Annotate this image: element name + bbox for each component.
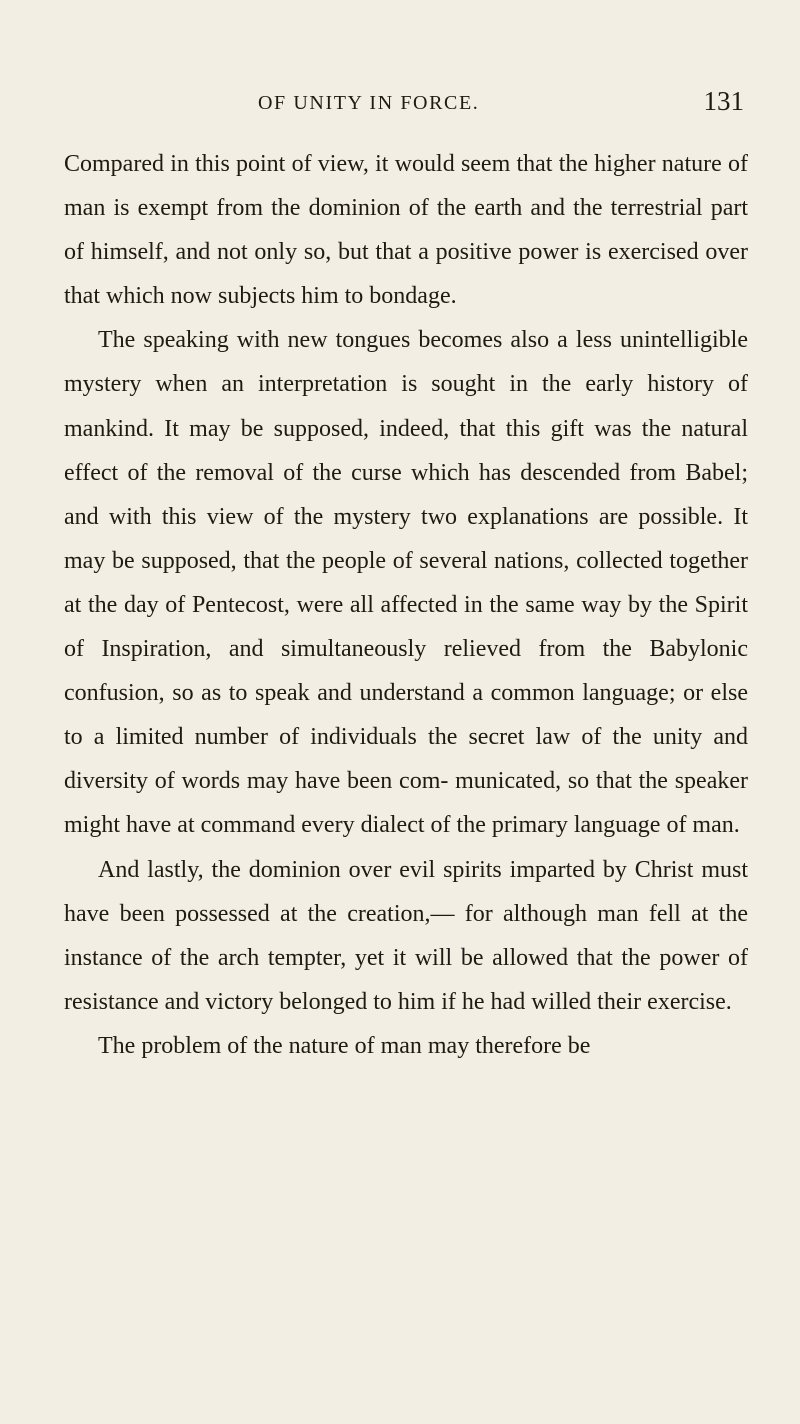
paragraph-1: Compared in this point of view, it would seem that the higher nature of man is exempt from the dominion of the earth and the terrestrial part of himself, and not only so, but that a positive power is exercised over that which now subjects him to bondage. [64,151,748,310]
running-head [64,88,760,118]
paragraph-3: And lastly, the dominion over evil spirits imparted by Christ must have been possessed at the creation,— for although man fell at the instance of the arch tempter, yet it will be allowed that the power of resistance and victory belonged to him if he had willed their exercise. [64,856,748,1015]
page-number: 131 [703,86,744,116]
running-title: OF UNITY IN FORCE. [258,92,480,114]
paragraph-4: The problem of the nature of man may therefore be [98,1032,591,1059]
paragraph-2: The speaking with new tongues becomes also a less unintelligible mystery when an interpretation is sought in the early history of mankind. It may be supposed, indeed, that this gift was the natural effect of the removal of the curse which has descended from Babel; and with this view of the mystery two explanations are possible. It may be supposed, that the people of several nations, collected together at the day of Pentecost, were all affected in the same way by the Spirit of Inspiration, and simultaneously relieved from the Babylonic confusion, so as to speak and understand a common language; or else to a limited number of individuals the secret law of the unity and diversity of words may have been com- municated, so that the speaker might have at command every dialect of the primary language of man. [64,327,748,839]
body-text [64,142,748,1068]
